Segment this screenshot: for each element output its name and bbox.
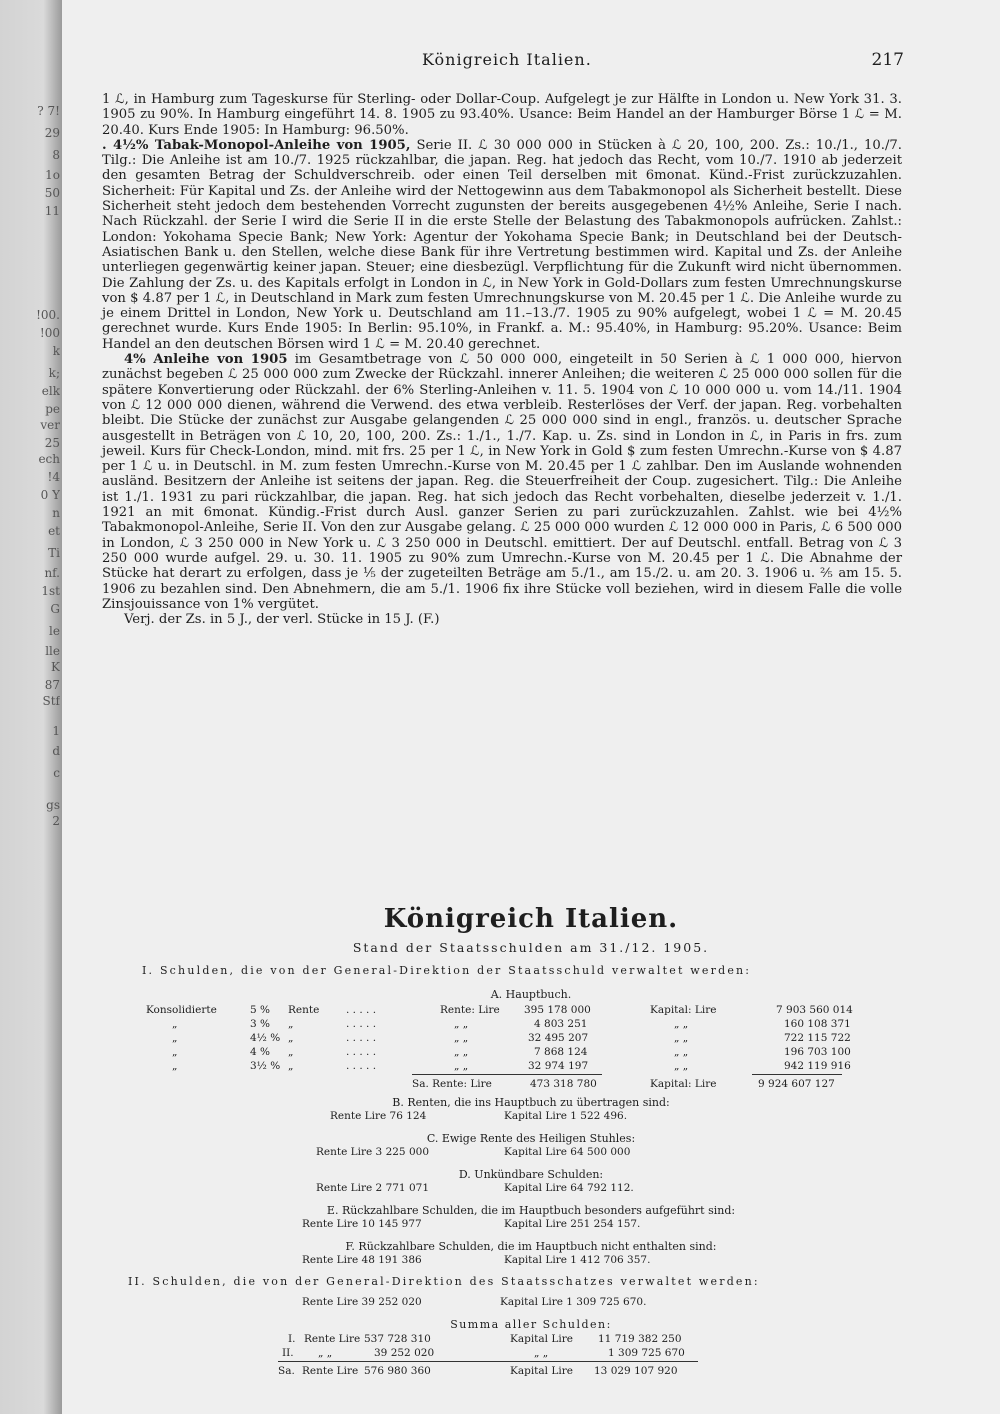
margin-fragment: 1o	[45, 168, 60, 182]
paragraph	[102, 352, 902, 612]
total-kapital-value: 13 029 107 920	[594, 1365, 678, 1377]
row-label: „	[172, 1018, 178, 1030]
rate: 3½ %	[250, 1060, 281, 1072]
margin-fragment: et	[48, 524, 60, 538]
subsection-heading: E. Rückzahlbare Schulden, die im Hauptbuch besonders aufgeführt sind:	[326, 1204, 736, 1217]
margin-fragment: 2	[52, 814, 60, 828]
dot-leader: . . . . .	[346, 1032, 377, 1044]
rente-word: „	[288, 1046, 294, 1058]
margin-fragment: k	[52, 344, 60, 358]
summa-total-row	[62, 1365, 1000, 1378]
paragraph	[102, 92, 902, 138]
subsection-heading: B. Renten, die ins Hauptbuch zu übertragen sind:	[392, 1096, 670, 1109]
rente-text: Rente Lire 39 252 020	[302, 1296, 422, 1308]
margin-fragment: 1st	[41, 584, 60, 598]
kapital-label: „ „	[674, 1018, 689, 1030]
kapital-value: 160 108 371	[784, 1018, 851, 1030]
summa-label: I.	[288, 1333, 296, 1345]
summa-rente-value: 39 252 020	[374, 1347, 435, 1359]
rente-value: 4 803 251	[534, 1018, 588, 1030]
margin-fragment: !00.	[36, 308, 60, 322]
table-row	[62, 1046, 1000, 1059]
margin-fragment: lle	[45, 644, 60, 658]
rente-word: „	[288, 1060, 294, 1072]
kapital-text: Kapital Lire 64 792 112.	[504, 1182, 634, 1194]
margin-fragment: Ti	[48, 546, 60, 560]
sum-rente-value: 473 318 780	[530, 1078, 597, 1090]
margin-fragment: ? 7!	[37, 104, 60, 118]
subsection-heading: C. Ewige Rente des Heiligen Stuhles:	[426, 1132, 636, 1145]
kapital-value: 196 703 100	[784, 1046, 851, 1058]
sum-row	[62, 1078, 1000, 1091]
page-number: 217	[871, 50, 904, 70]
margin-fragment: nf.	[44, 566, 60, 580]
dot-leader: . . . . .	[346, 1004, 377, 1016]
margin-fragment: d	[52, 744, 60, 758]
total-rente-label: Rente Lire	[302, 1365, 359, 1377]
total-rente-value: 576 980 360	[364, 1365, 431, 1377]
sum-rule	[752, 1074, 842, 1075]
block-row	[62, 1254, 1000, 1267]
total-label: Sa.	[278, 1365, 295, 1377]
subsection-heading: D. Unkündbare Schulden:	[458, 1168, 604, 1181]
margin-fragment: c	[53, 766, 60, 780]
sum-rente-label: Sa. Rente: Lire	[412, 1078, 492, 1090]
row-label: „	[172, 1032, 178, 1044]
paragraph-heading: . 4½% Tabak-Monopol-Anleihe von 1905,	[102, 137, 411, 153]
rente-text: Rente Lire 3 225 000	[316, 1146, 429, 1158]
adjacent-page-margin	[0, 0, 62, 1414]
margin-fragment: pe	[45, 402, 60, 416]
paragraph	[102, 138, 902, 352]
paragraph-text: Verj. der Zs. in 5 J., der verl. Stücke in 15 J. (F.)	[124, 612, 440, 628]
rente-label: „ „	[454, 1018, 469, 1030]
summa-row	[62, 1333, 1000, 1346]
page-header	[62, 50, 1000, 72]
row-label: Konsolidierte	[146, 1004, 217, 1016]
part-heading: I. Schulden, die von der General-Direktion der Staatsschuld verwaltet werden:	[142, 964, 752, 977]
subsection-heading: A. Hauptbuch.	[490, 988, 572, 1001]
rente-text: Rente Lire 48 191 386	[302, 1254, 422, 1266]
margin-fragment: 1	[52, 724, 60, 738]
margin-fragment: 8	[52, 148, 60, 162]
running-head: Königreich Italien.	[422, 50, 592, 69]
margin-fragment: 0 Y	[40, 488, 60, 502]
rente-label: Rente: Lire	[440, 1004, 500, 1016]
paragraph-text: 1 ℒ, in Hamburg zum Tageskurse für Sterling- oder Dollar-Coup. Aufgelegt je zur Hälfte in London u. New York 31. 3. 1905 zu 90%. In Hamburg eingeführt 14. 8. 1905 zu 93.40%. Usance: Beim Handel an der Hamburger Börse 1 ℒ = M. 20.40. Kurs Ende 1905: In Hamburg: 96.50%.	[102, 92, 902, 138]
table-row	[62, 1004, 1000, 1017]
table-row	[62, 1018, 1000, 1031]
rente-value: 32 974 197	[528, 1060, 589, 1072]
margin-fragment: elk	[41, 384, 60, 398]
rente-word: „	[288, 1018, 294, 1030]
part-heading: II. Schulden, die von der General-Direktion des Staatsschatzes verwaltet werden:	[128, 1275, 760, 1288]
rente-value: 7 868 124	[534, 1046, 588, 1058]
rate: 4 %	[250, 1046, 270, 1058]
subsection-heading: F. Rückzahlbare Schulden, die im Hauptbuch nicht enthalten sind:	[345, 1240, 717, 1253]
rente-label: „ „	[454, 1046, 469, 1058]
margin-fragment: k;	[48, 366, 60, 380]
rente-word: „	[288, 1032, 294, 1044]
margin-fragment: 87	[44, 678, 60, 692]
margin-fragment: 25	[44, 436, 60, 450]
kapital-text: Kapital Lire 64 500 000	[504, 1146, 631, 1158]
summa-kapital-label: Kapital Lire	[510, 1333, 573, 1345]
block-row	[62, 1110, 1000, 1123]
summa-kapital-label: „ „	[534, 1347, 549, 1359]
sum-rule	[412, 1074, 602, 1075]
kapital-label: „ „	[674, 1032, 689, 1044]
table-row	[62, 1032, 1000, 1045]
kapital-label: „ „	[674, 1060, 689, 1072]
row-label: „	[172, 1060, 178, 1072]
margin-fragment: 50	[44, 186, 60, 200]
kapital-value: 942 119 916	[784, 1060, 851, 1072]
rente-label: „ „	[454, 1060, 469, 1072]
rente-value: 395 178 000	[524, 1004, 591, 1016]
dot-leader: . . . . .	[346, 1060, 377, 1072]
rate: 5 %	[250, 1004, 270, 1016]
margin-fragment: !4	[47, 470, 60, 484]
document-page	[62, 0, 1000, 1414]
paragraph	[102, 612, 902, 627]
margin-fragment: G	[50, 602, 60, 616]
rente-word: Rente	[288, 1004, 320, 1016]
section-title: Königreich Italien.	[383, 904, 679, 934]
kapital-text: Kapital Lire 251 254 157.	[504, 1218, 641, 1230]
rente-text: Rente Lire 2 771 071	[316, 1182, 429, 1194]
rente-text: Rente Lire 76 124	[330, 1110, 427, 1122]
margin-fragment: K	[51, 660, 60, 674]
kapital-label: „ „	[674, 1046, 689, 1058]
margin-fragment: gs	[46, 798, 60, 812]
margin-fragment: n	[52, 506, 60, 520]
sum-kapital-label: Kapital: Lire	[650, 1078, 717, 1090]
margin-fragment: 11	[44, 204, 60, 218]
rente-label: „ „	[454, 1032, 469, 1044]
row-label: „	[172, 1046, 178, 1058]
total-rule	[278, 1361, 698, 1362]
paragraph-text: Serie II. ℒ 30 000 000 in Stücken à ℒ 20, 100, 200. Zs.: 10./1., 10./7. Tilg.: Die Anleihe ist am 10./7. 1925 rückzahlbar, die japan. Reg. hat jedoch das Recht, vom 10./7. 1910 ab jederzeit den gesamten Betrag der Schuldverschreib. oder einen Teil derselben mit 6monat. Künd.-Frist zurückzuzahlen. Sicherheit: Für Kapital und Zs. der Anleihe wird der Nettogewinn aus dem Tabakmonopol als Sicherheit bestellt. Diese Sicherheit steht jedoch dem bestehenden Vorrecht zugunsten der bereits ausgegebenen 4½% Anleihe, Serie I nach. Nach Rückzahl. der Serie I wird die Serie II in die erste Stelle der Belastung des Tabakmonopols aufrücken. Zahlst.: London: Yokohama Specie Bank; New York: Agentur der Yokohama Specie Bank; in Deutschland bei der Deutsch-Asiatischen Bank u. den Stellen, welche diese Bank für ihre Vertretung bestimmen wird. Kapital und Zs. der Anleihe unterliegen gegenwärtig keiner japan. Steuer; eine diesbezügl. Verpflichtung für die Zukunft wird nicht übernommen. Die Zahlung der Zs. u. des Kapitals erfolgt in London in ℒ, in New York in Gold-Dollars zum festen Umrechnungskurse von $ 4.87 per 1 ℒ, in Deutschland in Mark zum festen Umrechnungskurse von M. 20.45 per 1 ℒ. Die Anleihe wurde zu je einem Drittel in London, New York u. Deutschland am 11.–13./7. 1905 zu 90% aufgelegt, wobei 1 ℒ = M. 20.45 gerechnet wurde. Kurs Ende 1905: In Berlin: 95.10%, in Frankf. a. M.: 95.40%, in Hamburg: 95.20%. Usance: Beim Handel an den deutschen Börsen wird 1 ℒ = M. 20.40 gerechnet.	[102, 137, 902, 352]
kapital-label: Kapital: Lire	[650, 1004, 717, 1016]
summa-rente-label: Rente Lire	[304, 1333, 361, 1345]
section-subtitle: Stand der Staatsschulden am 31./12. 1905.	[352, 940, 710, 955]
summa-rente-label: „ „	[318, 1347, 333, 1359]
article-body	[102, 92, 902, 627]
dot-leader: . . . . .	[346, 1046, 377, 1058]
margin-fragment: Stf	[42, 694, 60, 708]
rente-text: Rente Lire 10 145 977	[302, 1218, 422, 1230]
paragraph-text: im Gesamtbetrage von ℒ 50 000 000, eingeteilt in 50 Serien à ℒ 1 000 000, hiervon zunächst begeben ℒ 25 000 000 zum Zwecke der Rückzahl. innerer Anleihen; die weiteren ℒ 25 000 000 sollen für die spätere Konvertierung oder Rückzahl. der 6% Sterling-Anleihen v. 11. 5. 1904 von ℒ 10 000 000 u. vom 14./11. 1904 von ℒ 12 000 000 dienen, während die Verwend. des etwa verbleib. Resterlöses der Verf. der japan. Reg. vorbehalten bleibt. Die Stücke der zunächst zur Ausgabe gelangenden ℒ 25 000 000 sind in engl., französ. u. deutscher Sprache ausgestellt in Beträgen von ℒ 10, 20, 100, 200. Zs.: 1./1., 1./7. Kap. u. Zs. sind in London in ℒ, in Paris in frs. zum jeweil. Kurs für Check-London, mind. mit frs. 25 per 1 ℒ, in New York in Gold $ zum festen Umrechn.-Kurse von $ 4.87 per 1 ℒ u. in Deutschl. in M. zum festen Umrechn.-Kurse von M. 20.45 per 1 ℒ zahlbar. Den im Auslande wohnenden ausländ. Besitzern der Anleihe ist seitens der japan. Reg. die Steuerfreiheit der Coup. zugesichert. Tilg.: Die Anleihe ist 1./1. 1931 zu pari rückzahlbar, die japan. Reg. hat sich jedoch das Recht vorbehalten, dieselbe jederzeit v. 1./1. 1921 an mit 6monat. Kündig.-Frist durch Ausl. ganzer Serien zu pari zurückzuzahlen. Zahlst. wie bei 4½% Tabakmonopol-Anleihe, Serie II. Von den zur Ausgabe gelang. ℒ 25 000 000 wurden ℒ 12 000 000 in Paris, ℒ 6 500 000 in London, ℒ 3 250 000 in New York u. ℒ 3 250 000 in Deutschl. emittiert. Der auf Deutschl. entfall. Betrag von ℒ 3 250 000 wurde aufgel. 29. u. 30. 11. 1905 zu 90% zum Umrechn.-Kurse von M. 20.45 per 1 ℒ. Die Abnahme der Stücke hat derart zu erfolgen, dass je ⅕ der zugeteilten Beträge am 5./1., am 15./2. u. am 20. 3. 1906 u. ⅖ am 15. 5. 1906 zu bezahlen sind. Den Abnehmern, die am 5./1. 1906 fix ihre Stücke voll beziehen, wird in diesem Falle die volle Zinsjouissance von 1% vergütet.	[102, 352, 902, 612]
summa-kapital-value: 1 309 725 670	[608, 1347, 685, 1359]
margin-fragment: ech	[38, 452, 60, 466]
margin-fragment: ver	[40, 418, 60, 432]
paragraph-heading: 4% Anleihe von 1905	[124, 352, 288, 368]
kapital-text: Kapital Lire 1 412 706 357.	[504, 1254, 651, 1266]
margin-fragment: !00	[39, 326, 60, 340]
kapital-text: Kapital Lire 1 522 496.	[504, 1110, 628, 1122]
total-kapital-label: Kapital Lire	[510, 1365, 573, 1377]
summa-heading: Summa aller Schulden:	[450, 1318, 612, 1331]
block-row	[62, 1146, 1000, 1159]
block-row	[62, 1218, 1000, 1231]
summa-row	[62, 1347, 1000, 1360]
kapital-text: Kapital Lire 1 309 725 670.	[500, 1296, 647, 1308]
block-row	[62, 1296, 1000, 1309]
kapital-value: 722 115 722	[784, 1032, 851, 1044]
kapital-value: 7 903 560 014	[776, 1004, 853, 1016]
dot-leader: . . . . .	[346, 1018, 377, 1030]
margin-fragment: 29	[44, 126, 60, 140]
rente-value: 32 495 207	[528, 1032, 589, 1044]
summa-rente-value: 537 728 310	[364, 1333, 431, 1345]
sum-kapital-value: 9 924 607 127	[758, 1078, 835, 1090]
block-row	[62, 1182, 1000, 1195]
summa-label: II.	[282, 1347, 294, 1359]
margin-fragment: le	[49, 624, 60, 638]
rate: 4½ %	[250, 1032, 281, 1044]
rate: 3 %	[250, 1018, 270, 1030]
summa-kapital-value: 11 719 382 250	[598, 1333, 682, 1345]
table-row	[62, 1060, 1000, 1073]
